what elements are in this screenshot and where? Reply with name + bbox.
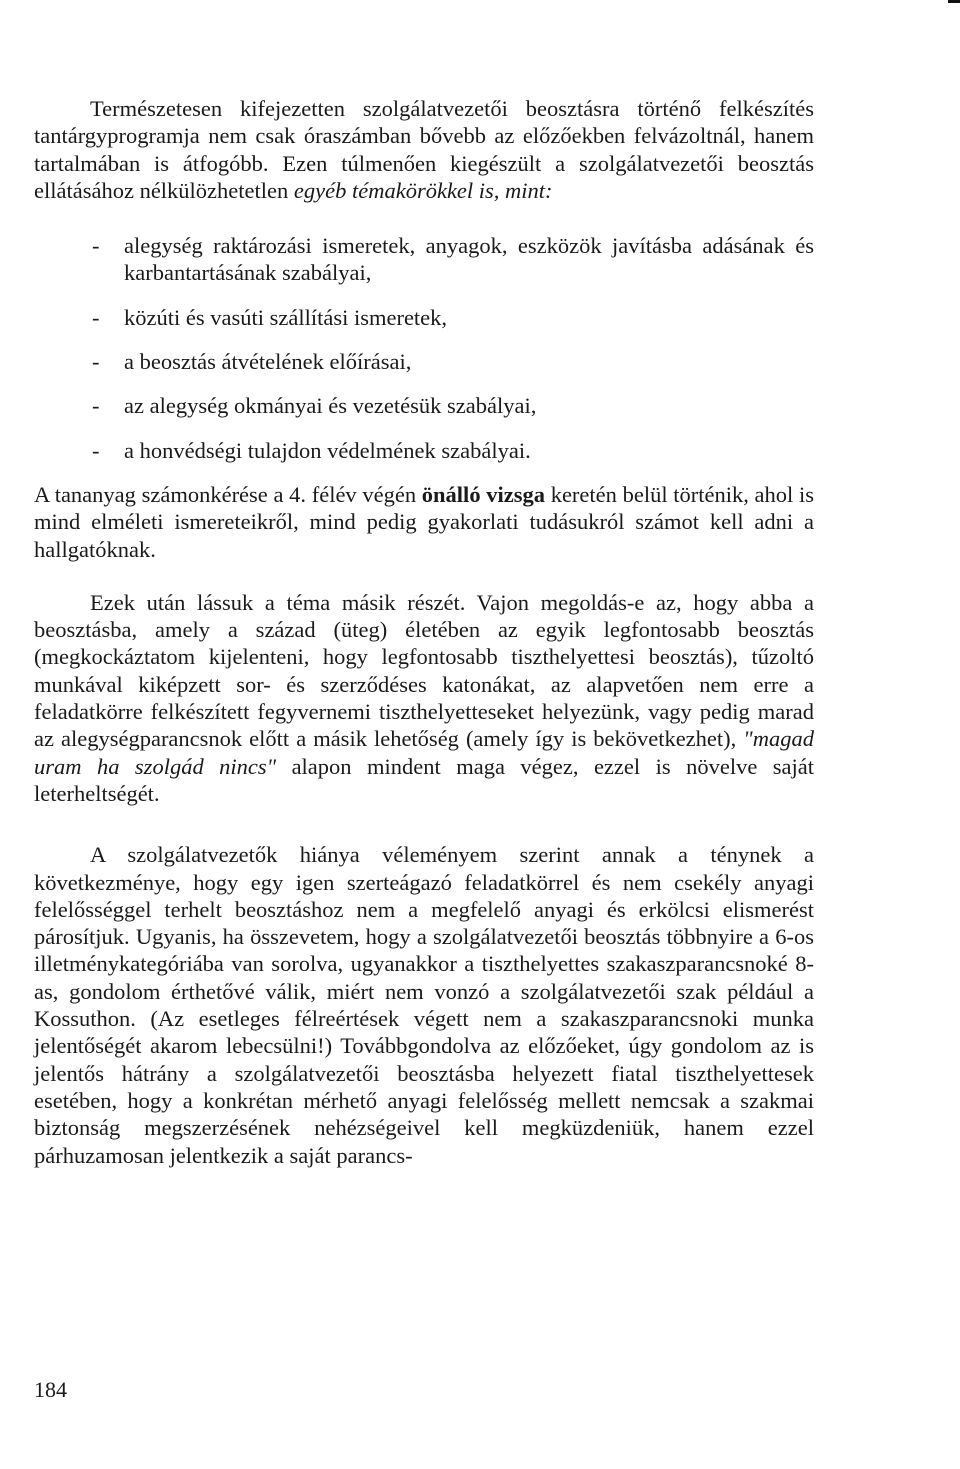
paragraph-shortage xyxy=(34,841,814,1169)
list-item xyxy=(34,304,814,331)
list-item xyxy=(34,232,814,287)
paragraph-exam xyxy=(34,481,814,563)
paragraph-other-side-after: alapon mindent maga végez, ezzel is növelve saját leterheltségét. xyxy=(34,753,814,806)
list-item xyxy=(34,437,814,464)
list-item-text: közúti és vasúti szállítási ismeretek, xyxy=(124,304,448,330)
paragraph-other-side-before: Ezek után lássuk a téma másik részét. Vajon megoldás-e az, hogy abba a beosztásba, amely a század (üteg) életében az egyik legfontosabb beosztás (megkockáztatom kijelenteni, hogy legfontosabb tiszthelyettesi beosztás), tűzoltó munkával kiképzett sor- és szerződéses katonákat, az alapvetően nem erre a feladatkörre felkészített fegyvernemi tiszthelyetteseket helyezünk, vagy pedig marad az alegységparancsnok előtt a másik lehetőség (amely így is bekövetkezhet), xyxy=(34,589,814,752)
list-item-text: alegység raktározási ismeretek, anyagok, eszközök javításba adásának és karbantartásának szabályai, xyxy=(124,233,814,286)
paragraph-other-side xyxy=(34,589,814,807)
list-dash: - xyxy=(92,437,100,463)
list-dash: - xyxy=(92,349,100,375)
list-dash: - xyxy=(92,233,100,259)
list-item-text: az alegység okmányai és vezetésük szabályai, xyxy=(124,393,537,419)
list-item-text: a beosztás átvételének előírásai, xyxy=(124,349,412,375)
paragraph-intro-italic: egyéb témakörökkel is, mint: xyxy=(293,177,553,203)
scan-edge-mark xyxy=(948,0,960,3)
list-item-text: a honvédségi tulajdon védelmének szabályai. xyxy=(124,437,531,463)
paragraph-exam-before: A tananyag számonkérése a 4. félév végén xyxy=(34,481,422,507)
paragraph-exam-after: keretén belül történik, ahol is mind elméleti ismereteikről, mind pedig gyakorlati tudásukról számot kell adni a hallgatóknak. xyxy=(34,481,814,562)
page-number: 184 xyxy=(34,1377,67,1402)
page-body xyxy=(34,95,814,1169)
list-item xyxy=(34,392,814,419)
list-item xyxy=(34,348,814,375)
paragraph-other-side-italic: "magad uram ha szolgád nincs" xyxy=(34,726,814,779)
topic-list xyxy=(34,232,814,464)
paragraph-exam-bold: önálló vizsga xyxy=(421,481,545,507)
list-dash: - xyxy=(92,393,100,419)
paragraph-intro xyxy=(34,95,814,204)
list-dash: - xyxy=(92,304,100,330)
paragraph-shortage-text: A szolgálatvezetők hiánya véleményem szerint annak a ténynek a következménye, hogy egy igen szerteágazó feladatkörrel és nem csekély anyagi felelősséggel terhelt beosztáshoz nem a megfelelő anyagi és erkölcsi elismerést párosítjuk. Ugyanis, ha összevetem, hogy a szolgálatvezetői beosztás többnyire a 6-os illetménykategóriába van sorolva, ugyanakkor a tiszthelyettes szakaszparancsnoké 8-as, gondolom érthetővé válik, miért nem vonzó a szolgálatvezetői szak például a Kossuthon. (Az esetleges félreértések végett nem a szakaszparancsnoki munka jelentőségét akarom lebecsülni!) Továbbgondolva az előzőeket, úgy gondolom az is jelentős hátrány a szolgálatvezetői beosztásba helyezett fiatal tiszthelyettesek esetében, hogy a konkrétan mérhető anyagi felelősség mellett nemcsak a szakmai biztonság megszerzésének nehézségeivel kell megküzdeniük, hanem ezzel párhuzamosan jelentkezik a saját parancs- xyxy=(34,842,814,1168)
paragraph-intro-text: Természetesen kifejezetten szolgálatvezetői beosztásra történő felkészítés tantárgyprogramja nem csak óraszámban bővebb az előzőekben felvázoltnál, hanem tartalmában is átfogóbb. Ezen túlmenően kiegészült a szolgálatvezetői beosztás ellátásához nélkülözhetetlen xyxy=(34,96,814,203)
